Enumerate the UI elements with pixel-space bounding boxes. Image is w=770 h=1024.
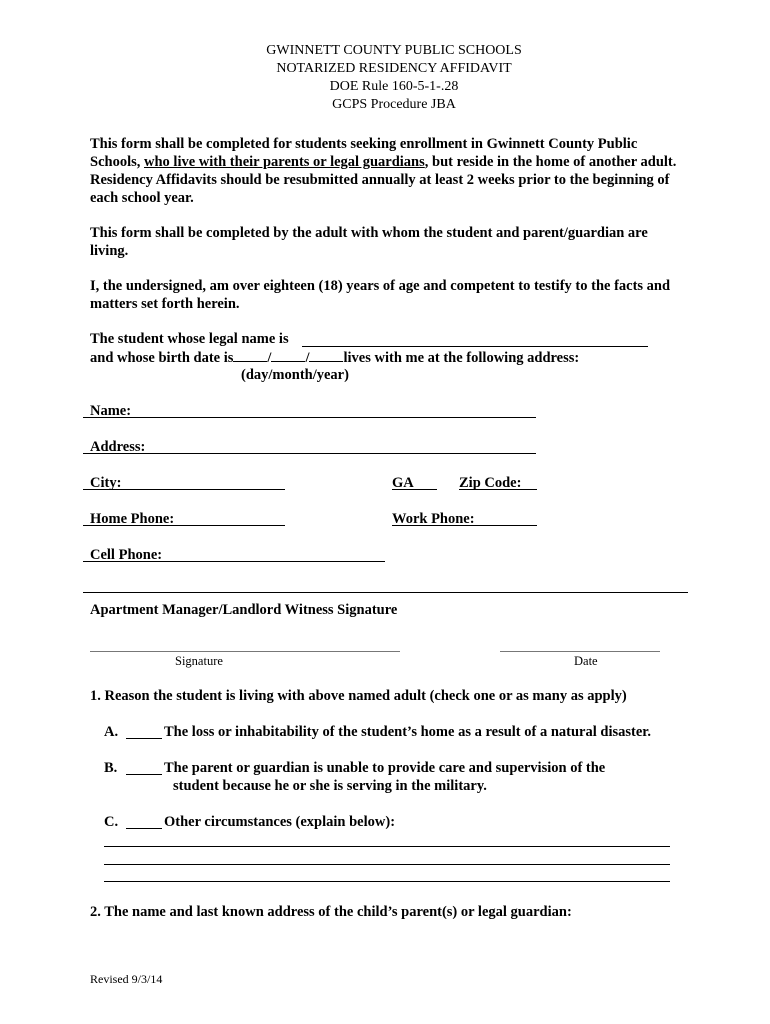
home-phone-field[interactable] xyxy=(83,525,285,526)
birth-date-sep-1: / xyxy=(267,350,272,366)
birth-day-field[interactable] xyxy=(233,348,267,362)
explain-line-3[interactable] xyxy=(104,881,670,882)
birth-date-label: and whose birth date is xyxy=(90,350,234,366)
zip-field[interactable] xyxy=(459,489,537,490)
witness-date-field[interactable] xyxy=(500,651,660,652)
student-legal-name-field[interactable] xyxy=(302,346,648,347)
reason-b-letter: B. xyxy=(104,760,118,776)
birth-date-sep-2: / xyxy=(305,350,310,366)
city-field[interactable] xyxy=(83,489,285,490)
adult-statement: This form shall be completed by the adult with whom the student and parent/guardian are living. xyxy=(90,225,648,259)
reason-b-text: The parent or guardian is unable to provide care and supervision of the xyxy=(164,760,606,776)
reason-option-b xyxy=(104,759,117,777)
cell-phone-label: Cell Phone: xyxy=(90,547,163,563)
header-procedure: GCPS Procedure JBA xyxy=(332,97,456,112)
state-value: GA xyxy=(392,475,414,491)
name-label: Name: xyxy=(90,403,132,419)
reason-b-text-line2: student because he or she is serving in the military. xyxy=(173,778,487,794)
oath-statement: I, the undersigned, am over eighteen (18) years of age and competent to testify to the facts and matters set forth herein. xyxy=(90,278,671,312)
reason-c-checkbox[interactable] xyxy=(126,828,162,829)
reason-option-a xyxy=(104,723,118,741)
birth-date-row xyxy=(90,348,579,367)
intro-underlined: who live with their parents or legal guardians xyxy=(144,154,425,170)
name-field[interactable] xyxy=(83,417,536,418)
header-form-title: NOTARIZED RESIDENCY AFFIDAVIT xyxy=(276,61,512,76)
reason-b-checkbox[interactable] xyxy=(126,774,162,775)
intro-text-1: This form shall be completed for students seeking enrollment in Gwinnett County Public Schools, xyxy=(90,136,638,170)
explain-line-2[interactable] xyxy=(104,864,670,865)
reason-a-checkbox[interactable] xyxy=(126,738,162,739)
witness-signature-field[interactable] xyxy=(90,651,400,652)
student-name-row xyxy=(90,330,289,348)
header-district: GWINNETT COUNTY PUBLIC SCHOOLS xyxy=(266,43,522,58)
reason-heading: 1. Reason the student is living with above named adult (check one or as many as apply) xyxy=(90,688,627,704)
intro-paragraph xyxy=(90,135,680,207)
reason-option-c xyxy=(104,813,118,831)
zip-label: Zip Code: xyxy=(459,475,522,491)
explain-line-1[interactable] xyxy=(104,846,670,847)
header-doe-rule: DOE Rule 160-5-1-.28 xyxy=(329,79,459,94)
birth-month-field[interactable] xyxy=(271,348,305,362)
reason-c-text: Other circumstances (explain below): xyxy=(164,814,396,830)
work-phone-field[interactable] xyxy=(392,525,537,526)
witness-title: Apartment Manager/Landlord Witness Signature xyxy=(90,602,398,618)
date-format-hint: (day/month/year) xyxy=(241,367,349,383)
reason-a-text: The loss or inhabitability of the student’s home as a result of a natural disaster. xyxy=(164,724,652,740)
signature-label: Signature xyxy=(175,654,223,668)
revision-date: Revised 9/3/14 xyxy=(90,972,163,986)
lives-with-label: lives with me at the following address: xyxy=(343,350,580,366)
date-label: Date xyxy=(574,654,598,668)
reason-a-letter: A. xyxy=(104,724,119,740)
form-header xyxy=(0,42,770,114)
parent-heading: 2. The name and last known address of the child’s parent(s) or legal guardian: xyxy=(90,904,572,920)
address-field[interactable] xyxy=(83,453,536,454)
reason-c-letter: C. xyxy=(104,814,119,830)
state-field[interactable] xyxy=(392,489,437,490)
student-legal-name-label: The student whose legal name is xyxy=(90,331,289,347)
city-label: City: xyxy=(90,475,122,491)
intro-text-2: , but reside in the home of another adult. Residency Affidavits should be resubmitted annually at least 2 weeks prior to the beginning of each school year. xyxy=(90,154,677,206)
cell-phone-field[interactable] xyxy=(83,561,385,562)
section-divider xyxy=(83,592,688,593)
home-phone-label: Home Phone: xyxy=(90,511,175,527)
birth-year-field[interactable] xyxy=(309,348,343,362)
work-phone-label: Work Phone: xyxy=(392,511,475,527)
address-label: Address: xyxy=(90,439,146,455)
